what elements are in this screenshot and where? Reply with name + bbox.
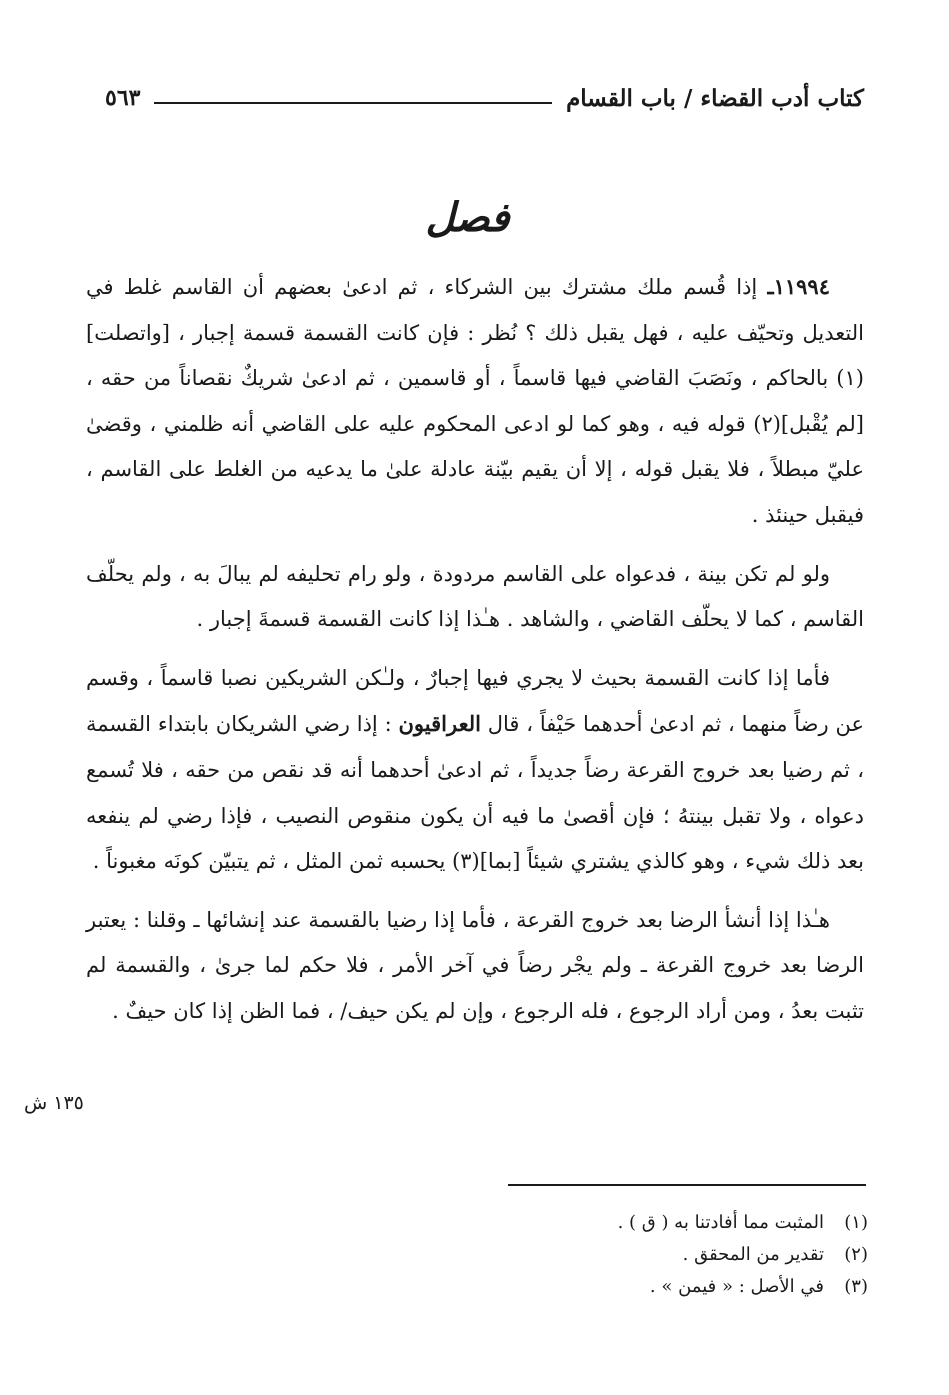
footnote-number: (١) — [844, 1212, 868, 1233]
running-header — [105, 76, 864, 120]
footnote — [86, 1207, 868, 1239]
footnote-text: في الأصل : « فيمن » . — [649, 1276, 824, 1297]
footnote — [86, 1239, 868, 1271]
footnote-number: (٢) — [844, 1244, 868, 1265]
page-number: ٥٦٣ — [105, 85, 141, 111]
paragraph-2: ولو لم تكن بينة ، فدعواه على القاسم مردودة ، ولو رام تحليفه لم يبالَ به ، ولم يحلّف القاسم ، كما لا يحلّف القاضي ، والشاهد . هـٰذا إذا كانت القسمة قسمةَ إجبار . — [86, 561, 864, 632]
footnote-number: (٣) — [844, 1276, 868, 1297]
paragraph-4: هـٰذا إذا أنشأ الرضا بعد خروج القرعة ، فأما إذا رضيا بالقسمة عند إنشائها ـ وقلنا : يعتبر الرضا بعد خروج القرعة ـ ولم يجْر رضاً في آخر الأمر ، فلا حكم لما جرىٰ ، والقسمة لم تثبت بعدُ ، ومن أراد الرجوع ، فله الرجوع ، وإن لم يكن حيف/ ، فما الظن إذا كان حيفٌ . — [86, 907, 864, 1023]
paragraph-1 — [86, 264, 864, 539]
footnotes — [86, 1207, 868, 1303]
footnote — [86, 1271, 868, 1303]
footnote-text: تقدير من المحقق . — [682, 1244, 824, 1265]
paragraph-3 — [86, 656, 864, 885]
footnote-text: المثبت مما أفادتنا به ( ق ) . — [617, 1212, 824, 1233]
issue-number: ١١٩٩٤ـ — [767, 274, 830, 299]
paragraph-3-bold: العراقيون — [398, 711, 481, 737]
paragraph-3-before: فأما إذا كانت القسمة بحيث لا يجري فيها إجبارٌ ، ولـٰكن الشريكين نصبا قاسماً ، وقسم عن رضاً منهما ، ثم ادعىٰ أحدهما حَيْفاً ، قال — [86, 665, 864, 737]
margin-note: ١٣٥ ش — [24, 1092, 84, 1114]
section-heading: فصل — [425, 193, 510, 241]
header-title: كتاب أدب القضاء / باب القسام — [566, 84, 864, 112]
paragraph-3-after: : إذا رضي الشريكان بابتداء القسمة ، ثم رضيا بعد خروج القرعة رضاً جديداً ، ثم ادعىٰ أحدهما أنه قد نقص من حقه ، فلا تُسمع دعواه ، ولا تقبل بينتهُ ؛ فإن أقصىٰ ما فيه أن يكون منقوص النصيب ، فإذا رضي لم ينفعه بعد ذلك شيء ، وهو كالذي يشتري شيئاً [بما](٣) يحسبه ثمن المثل ، ثم يتبيّن كونَه مغبوناً . — [86, 712, 864, 874]
paragraph-1-text: إذا قُسم ملك مشترك بين الشركاء ، ثم ادعىٰ بعضهم أن القاسم غلط في التعديل وتحيّف عليه ، فهل يقبل ذلك ؟ نُظر : فإن كانت القسمة قسمة إجبار ، [واتصلت](١) بالحاكم ، ونَصَبَ القاضي فيها قاسماً ، أو قاسمين ، ثم ادعىٰ شريكٌ نقصاناً من حقه ، [لم يُقْبل](٢) قوله فيه ، وهو كما لو ادعى المحكوم عليه على القاضي أنه ظلمني ، وقضىٰ عليّ مبطلاً ، فلا يقبل قوله ، إلا أن يقيم بيّنة عادلة علىٰ ما يدعيه من الغلط على القاسم ، فيقبل حينئذ . — [86, 275, 864, 527]
main-text — [86, 264, 864, 1035]
header-rule — [154, 102, 552, 104]
footnote-rule — [508, 1184, 866, 1186]
